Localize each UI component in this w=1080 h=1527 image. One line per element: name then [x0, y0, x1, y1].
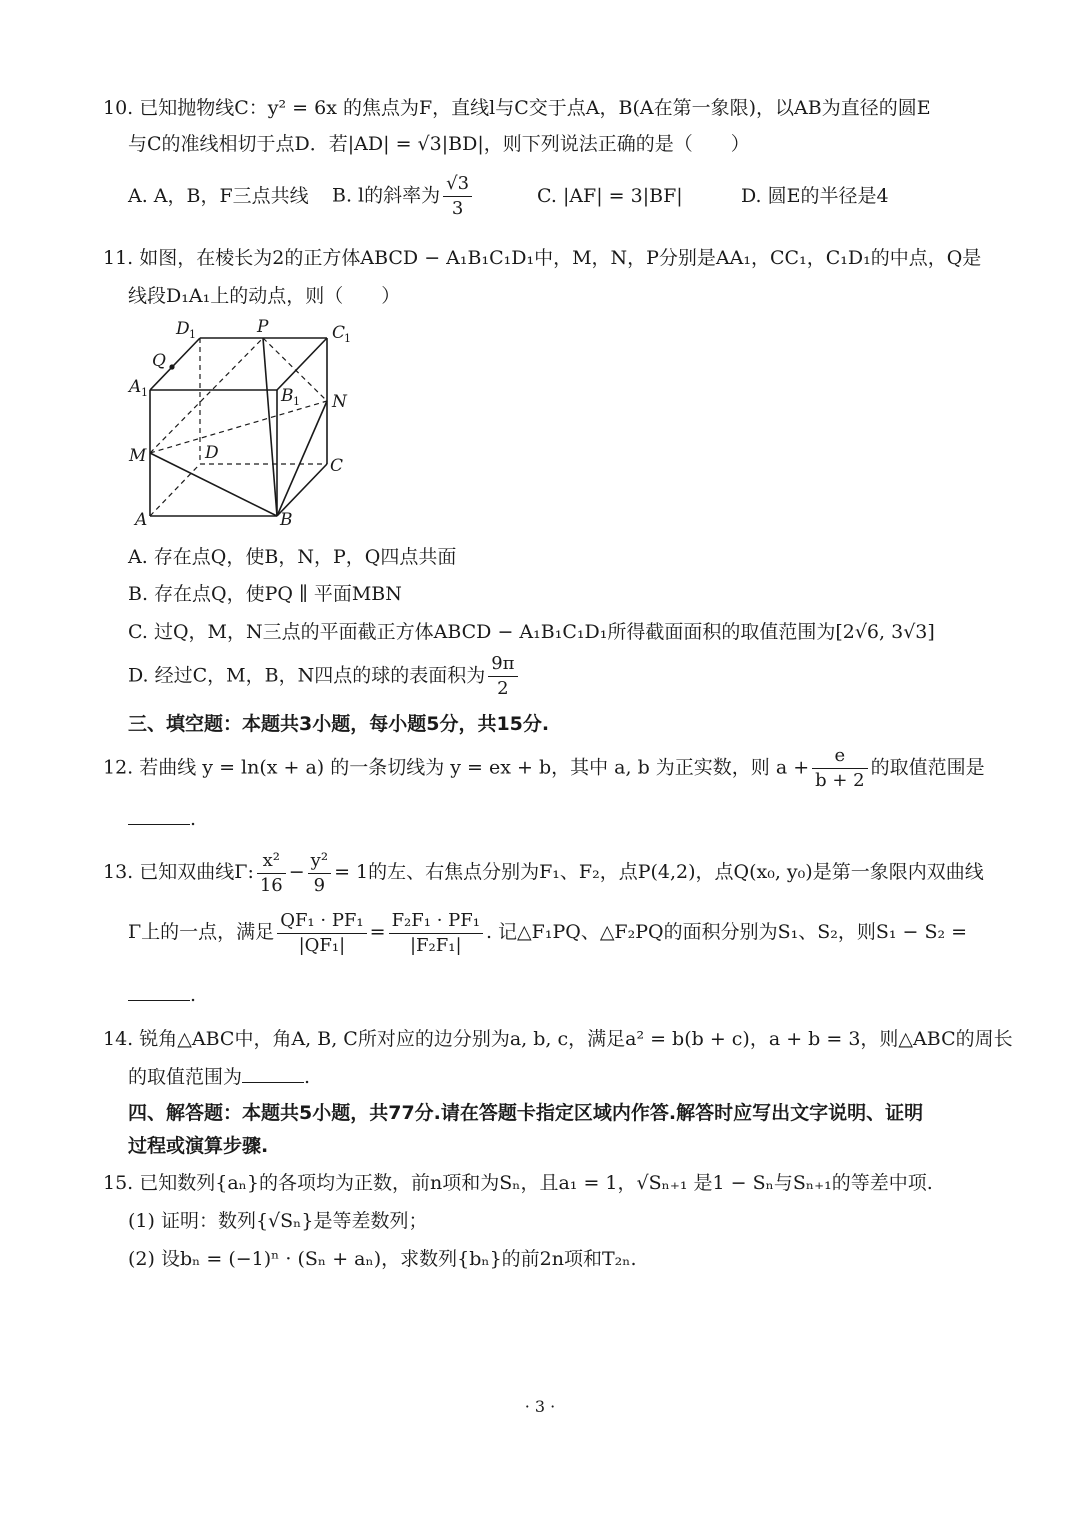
q12-line1 [103, 744, 985, 793]
cube-figure [120, 312, 360, 532]
q10-option-a: A. A，B，F三点共线 [128, 185, 309, 207]
q12-end: . [190, 808, 197, 830]
label-a: A [135, 510, 148, 530]
section-4-heading-line2: 过程或演算步骤. [128, 1135, 269, 1157]
q12-suffix: 的取值范围是 [870, 756, 985, 779]
label-c1: C [332, 323, 346, 343]
label-b: B [280, 510, 293, 530]
q13-minus: − [288, 861, 305, 883]
label-c: C [330, 456, 344, 476]
q14-end: . [304, 1066, 311, 1088]
q14-line1: 14. 锐角△ABC中，角A, B, C所对应的边分别为a, b, c，满足a² = b(b + c)，a + b = 3，则△ABC的周长 [103, 1028, 1013, 1050]
edge-a-d-hidden [150, 464, 200, 516]
q10-option-b-prefix: B. l的斜率为 [332, 184, 441, 207]
label-a1-sub: 1 [141, 386, 148, 399]
q11-line1: 11. 如图，在棱长为2的正方体ABCD − A₁B₁C₁D₁中，M，N，P分别是AA₁，CC₁，C₁D₁的中点，Q是 [103, 247, 982, 269]
q10-option-b-fraction [443, 172, 472, 221]
q13-equals: = [369, 921, 386, 943]
q13-line2 [128, 905, 967, 959]
q11-option-d-prefix: D. 经过C，M，B，N四点的球的表面积为 [128, 664, 486, 687]
edge-b1-c1 [277, 338, 327, 390]
q13-end: . [190, 984, 197, 1006]
q13-answer-blank[interactable] [128, 982, 190, 1001]
q14-answer-blank[interactable] [242, 1064, 304, 1083]
q12-numerator: e [812, 744, 868, 769]
q10-option-c: C. |AF| = 3|BF| [537, 185, 683, 207]
label-d: D [205, 443, 219, 463]
q11-option-b: B. 存在点Q，使PQ ∥ 平面MBN [128, 583, 402, 605]
label-b1-sub: 1 [293, 395, 300, 408]
page-number: · 3 · [524, 1397, 556, 1416]
section-3-heading: 三、填空题：本题共3小题，每小题5分，共15分. [128, 713, 550, 735]
q13-answer-line [128, 982, 196, 1008]
label-a1: A [129, 377, 142, 397]
q11-option-d-fraction [488, 652, 517, 701]
q14-line2-prefix: 的取值范围为 [128, 1066, 243, 1088]
segment-m-n-hidden [150, 401, 327, 453]
q11-option-d-numerator: 9π [488, 652, 517, 677]
q12-fraction [812, 744, 868, 793]
q13-left-fraction [277, 909, 366, 958]
segment-m-p-hidden [150, 338, 263, 453]
q12-answer-blank[interactable] [128, 806, 190, 825]
label-b1: B [281, 386, 294, 406]
q10-option-d: D. 圆E的半径是4 [741, 185, 889, 207]
q13-fraction-x-den: 16 [259, 874, 283, 896]
label-q: Q [152, 351, 166, 371]
segment-b-n [277, 401, 327, 516]
edge-b-c [277, 464, 327, 516]
q15-part2: (2) 设bₙ = (−1)ⁿ · (Sₙ + aₙ)，求数列{bₙ}的前2n项和T₂ₙ. [128, 1248, 637, 1270]
point-q [169, 364, 174, 369]
q13-left-numerator: QF₁ · PF₁ [277, 909, 366, 934]
label-m: M [129, 446, 147, 466]
segment-p-b [263, 338, 277, 516]
q13-right-denominator: |F₂F₁| [409, 934, 462, 956]
q13-line1 [103, 847, 984, 898]
q13-fraction-y-num: y² [308, 849, 331, 874]
q11-option-d [128, 652, 521, 701]
q13-right-fraction [389, 909, 483, 958]
label-p: P [257, 317, 269, 337]
q13-fraction-y-den: 9 [313, 874, 326, 896]
q13-prefix: 13. 已知双曲线Γ: [103, 861, 254, 883]
q12-answer-line [128, 806, 196, 832]
q11-option-c: C. 过Q，M，N三点的平面截正方体ABCD − A₁B₁C₁D₁所得截面面积的取值范围为[2√6, 3√3] [128, 621, 935, 643]
q11-line2: 线段D₁A₁上的动点，则（ ） [128, 285, 401, 307]
q15-line1: 15. 已知数列{aₙ}的各项均为正数，前n项和为Sₙ，且a₁ = 1，√Sₙ₊₁ 是1 − Sₙ与Sₙ₊₁的等差中项. [103, 1172, 933, 1194]
section-4-heading-line1: 四、解答题：本题共5小题，共77分.请在答题卡指定区域内作答.解答时应写出文字说明、证明 [128, 1102, 924, 1124]
q13-right-numerator: F₂F₁ · PF₁ [389, 909, 483, 934]
q13-line2-prefix: Γ上的一点，满足 [128, 921, 275, 943]
q13-suffix: = 1的左、右焦点分别为F₁、F₂，点P(4,2)，点Q(x₀, y₀)是第一象限内双曲线 [334, 861, 984, 883]
q10-option-b-denominator: 3 [451, 198, 464, 219]
q12-prefix: 12. 若曲线 y = ln(x + a) 的一条切线为 y = ex + b，其中 a, b 为正实数，则 a + [103, 756, 810, 779]
q13-fraction-y [308, 849, 331, 898]
q10-option-b-numerator: √3 [443, 172, 472, 197]
q10-option-b [332, 172, 475, 221]
q13-line2-suffix: . 记△F₁PQ、△F₂PQ的面积分别为S₁、S₂，则S₁ − S₂ = [485, 921, 968, 943]
label-n: N [332, 392, 347, 412]
q11-option-a: A. 存在点Q，使B，N，P，Q四点共面 [128, 546, 457, 568]
q15-part1: (1) 证明：数列{√Sₙ}是等差数列； [128, 1210, 428, 1232]
label-d1: D [176, 319, 190, 339]
q10-line1: 10. 已知抛物线C：y² = 6x 的焦点为F，直线l与C交于点A，B(A在第一象限)，以AB为直径的圆E [103, 97, 931, 119]
q11-option-d-denominator: 2 [497, 678, 509, 699]
q13-fraction-x-num: x² [257, 849, 286, 874]
q10-line2: 与C的准线相切于点D．若|AD| = √3|BD|，则下列说法正确的是（ ） [128, 133, 750, 155]
label-c1-sub: 1 [344, 332, 351, 345]
q14-line2 [128, 1064, 310, 1090]
q13-left-denominator: |QF₁| [298, 934, 346, 956]
label-d1-sub: 1 [189, 328, 196, 341]
q12-denominator: b + 2 [815, 770, 865, 791]
q13-fraction-x [257, 849, 286, 898]
